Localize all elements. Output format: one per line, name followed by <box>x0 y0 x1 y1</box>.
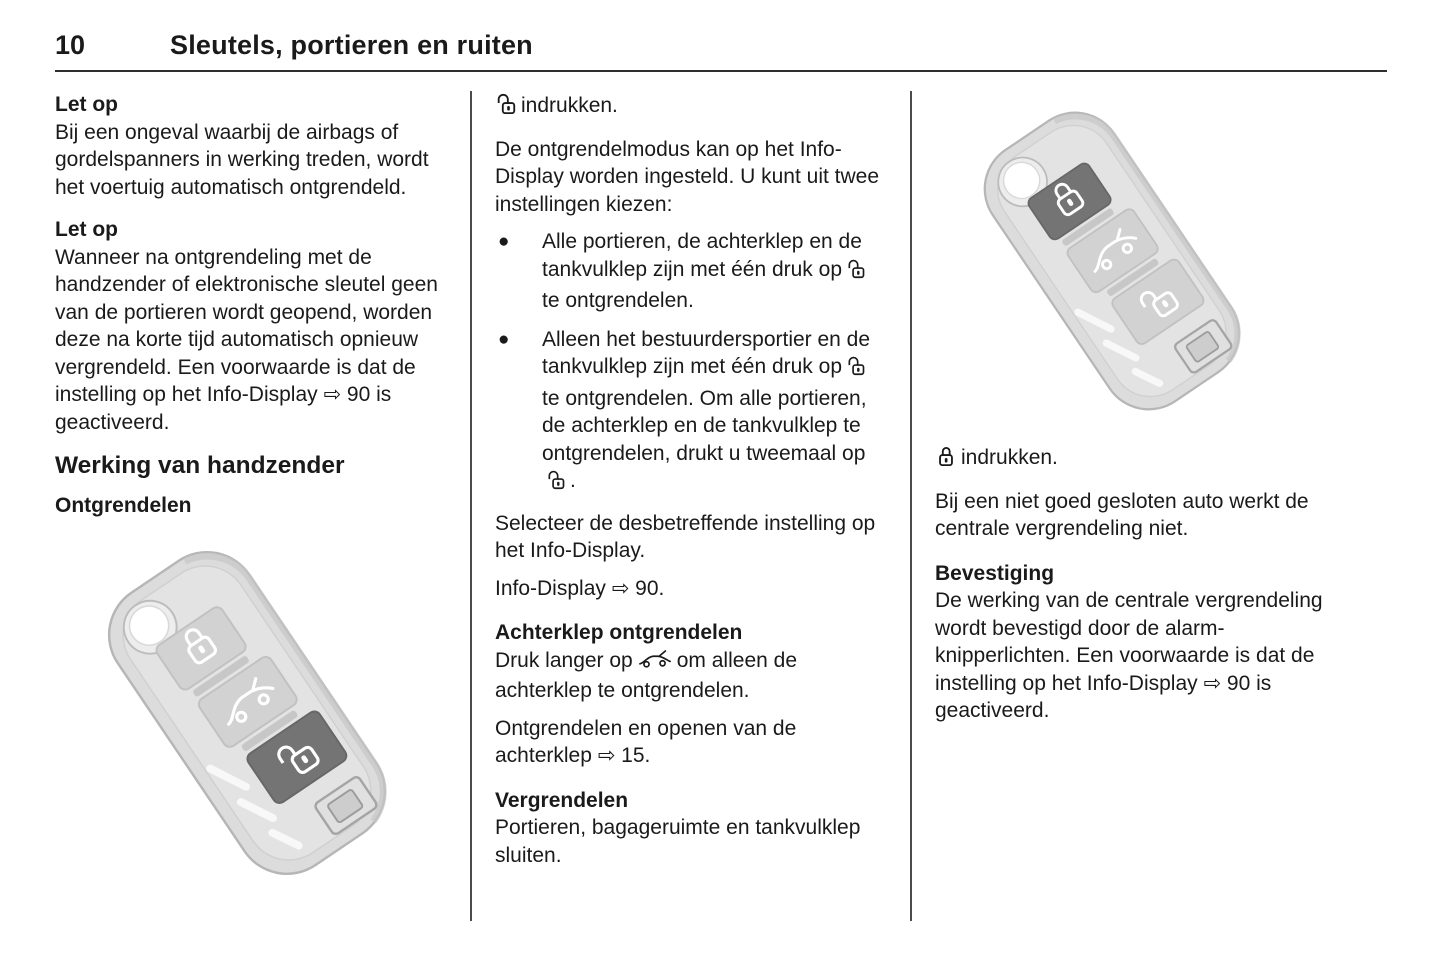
instruction-text: indrukken. <box>521 94 618 117</box>
remote-key-illustration <box>55 533 437 893</box>
unlock-press-line <box>495 91 887 124</box>
paragraph-tailgate: Druk langer op om alleen de achterklep te ontgrendelen. <box>495 648 797 702</box>
remote-key-illustration <box>935 95 1287 427</box>
unlock-icon <box>846 354 866 385</box>
page-header <box>55 30 1387 72</box>
bullet-marker: ● <box>498 231 510 252</box>
column-divider <box>470 91 472 921</box>
subsection-heading-vergrendelen: Vergrendelen <box>495 788 629 812</box>
unlock-icon <box>495 91 517 124</box>
section-heading-werking-van-handzender: Werking van handzender <box>55 452 345 479</box>
subsection-heading-ontgrendelen: Ontgrendelen <box>55 493 192 517</box>
page-reference-info-display: Info-Display ⇨ 90. <box>495 576 665 600</box>
subsection-heading-achterklep: Achterklep ontgrendelen <box>495 621 743 644</box>
paragraph-select-setting: Selecteer de desbetreffende instelling op het Info-Display. <box>495 511 876 562</box>
page-reference-tailgate: Ontgrendelen en openen van de achterklep ⇨ 15. <box>495 716 797 767</box>
bullet-marker: ● <box>498 328 510 350</box>
lock-press-line <box>935 443 1335 476</box>
note-block-2 <box>55 216 447 436</box>
tailgate-unlock-icon <box>638 650 672 678</box>
unlock-icon <box>546 468 566 499</box>
content-columns <box>55 91 1387 933</box>
column-divider <box>910 91 912 921</box>
list-item <box>495 326 887 499</box>
lock-icon <box>935 443 957 476</box>
instruction-text: indrukken. <box>961 446 1058 469</box>
note-label: Let op <box>55 218 118 241</box>
paragraph-confirmation: De werking van de centrale vergrendeling wordt bevestigd door de alarmknipperlichten. Een voorwaarde is dat de instelling op het Info-Display ⇨ 90 is geactiveerd. <box>935 589 1323 722</box>
figure-remote-key-lock <box>935 95 1335 427</box>
note-body: Bij een ongeval waarbij de airbags of gordelspanners in werking treden, wordt het voertuig automatisch ontgrendeld. <box>55 120 429 199</box>
paragraph-unlock-modes: De ontgrendelmodus kan op het Info-Display worden ingesteld. U kunt uit twee instellingen kiezen: <box>495 137 880 216</box>
note-block-1 <box>55 91 447 201</box>
note-label: Let op <box>55 93 118 116</box>
note-body: Wanneer na ontgrendeling met de handzender of elektronische sleutel geen van de portieren wordt geopend, worden deze na korte tijd automatisch opnieuw vergrendeld. Een voorwaarde is dat de instelling op het Info-Display ⇨ 90 is geactiveerd. <box>55 245 438 434</box>
page-number: 10 <box>55 30 86 60</box>
paragraph-lock: Portieren, bagageruimte en tankvulklep sluiten. <box>495 816 861 867</box>
column-middle <box>495 91 887 933</box>
list-item <box>495 228 887 315</box>
unlock-icon <box>846 257 866 288</box>
column-right <box>935 91 1335 933</box>
page-title: Sleutels, portieren en ruiten <box>170 30 533 60</box>
figure-remote-key-unlock <box>55 533 447 893</box>
list-item-text: Alleen het bestuurdersportier en de tankvulklep zijn met één druk opte ontgrendelen. Om alle portieren, de achterklep en de tankvulklep te ontgrendelen, drukt u tweemaal op. <box>542 326 887 499</box>
paragraph-warning: Bij een niet goed gesloten auto werkt de centrale vergrendeling niet. <box>935 489 1309 540</box>
subsection-heading-bevestiging: Bevestiging <box>935 561 1055 585</box>
list-item-text: Alle portieren, de achterklep en de tankvulklep zijn met één druk opte ontgrendelen. <box>542 228 887 315</box>
column-left <box>55 91 447 933</box>
